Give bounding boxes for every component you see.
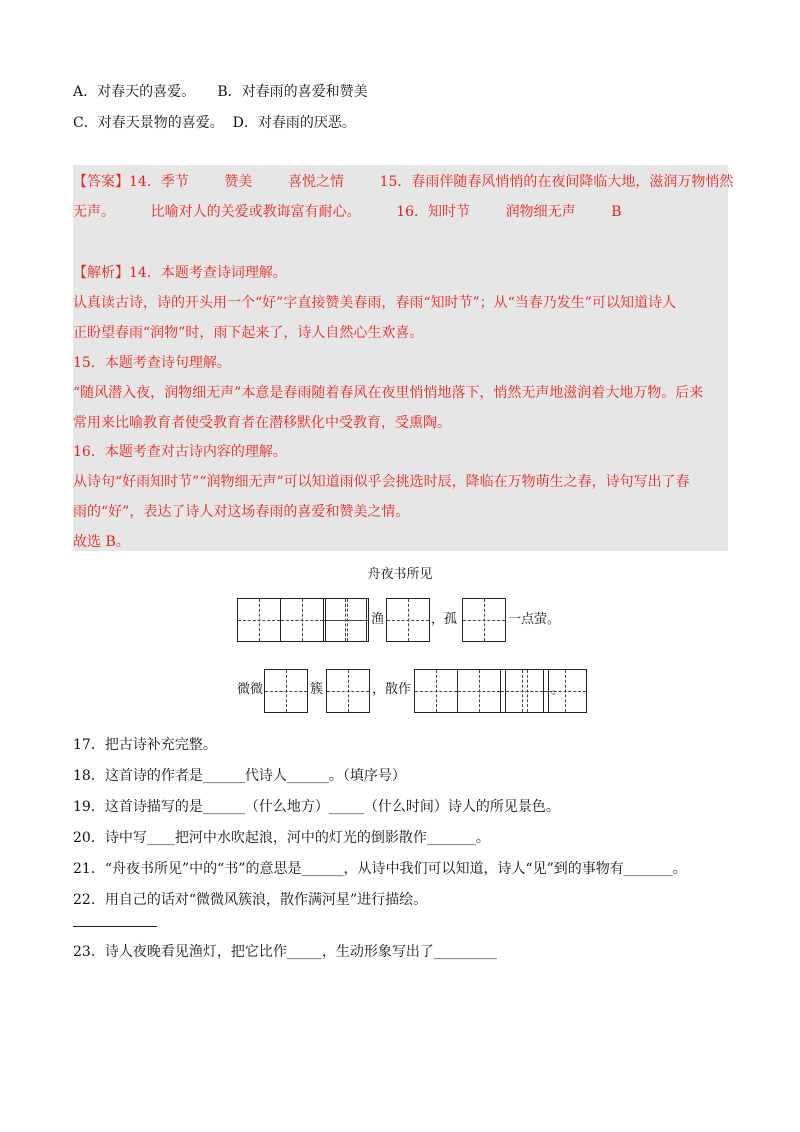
- char-box[interactable]: [237, 598, 281, 642]
- question-17: 17．把古诗补充完整。: [73, 737, 217, 753]
- poem-row2-text-2: 簇: [310, 682, 324, 697]
- analysis-line-1: [73, 262, 287, 284]
- analysis-line-4: 15．本题考查诗句理解。: [73, 355, 231, 371]
- poem-row2-grid-a: [264, 669, 307, 713]
- answer-line-1: [73, 171, 733, 193]
- answer-label: 【答案】: [73, 174, 129, 190]
- question-18: 18．这首诗的作者是______代诗人______。（填序号）: [73, 768, 406, 784]
- answer-line-2: 无声。 比喻对人的关爱或教诲富有耐心。 16．知时节 润物细无声 B: [73, 204, 622, 220]
- analysis-line-2: 认真读古诗，诗的开头用一个“好”字直接赞美春雨，春雨“知时节”；从“当春乃发生”可以知道诗人: [73, 295, 676, 311]
- analysis-label: 【解析】: [73, 265, 129, 281]
- question-23: 23．诗人夜晚看见渔灯，把它比作_____，生动形象写出了_________: [73, 944, 497, 960]
- question-21: 21．“舟夜书所见”中的“书”的意思是______，从诗中我们可以知道，诗人“见”到的事物有_______。: [73, 861, 687, 877]
- poem-row1-grid-b: [325, 598, 368, 642]
- analysis-line-5: “随风潜入夜，润物细无声”本意是春雨随着春风在夜里悄悄地落下，悄然无声地滋润着大地万物。后来: [73, 385, 704, 401]
- poem-row2-text-4: 。: [551, 682, 565, 697]
- poem-title: 舟夜书所见: [367, 567, 433, 582]
- char-box[interactable]: [325, 598, 369, 642]
- char-box[interactable]: [386, 598, 430, 642]
- char-box[interactable]: [543, 669, 587, 713]
- analysis-line-8: 从诗句“好雨知时节”“润物细无声”可以知道雨似乎会挑选时辰，降临在万物萌生之春，诗句写出了春: [73, 474, 690, 490]
- option-line-cd: C．对春天景物的喜爱。 D．对春雨的厌恶。: [73, 115, 356, 131]
- poem-row1-text-1: 渔: [371, 612, 385, 627]
- poem-row1-text-3: 一点萤。: [508, 612, 561, 627]
- char-box[interactable]: [457, 669, 501, 713]
- answer-text-1: 14．季节 赞美 喜悦之情 15．春雨伴随春风悄悄的在夜间降临大地，滋润万物悄然: [129, 174, 734, 190]
- char-box[interactable]: [264, 669, 308, 713]
- poem-row2-grid-d: [505, 669, 548, 713]
- poem-row1-grid-c: [386, 598, 429, 642]
- poem-row2-text-3: ，散作: [372, 682, 412, 697]
- option-line-ab: A．对春天的喜爱。 B．对春雨的喜爱和赞美: [73, 84, 368, 100]
- question-22: 22．用自己的话对“微微风簇浪，散作满河星”进行描绘。: [73, 892, 428, 908]
- char-box[interactable]: [414, 669, 458, 713]
- char-box[interactable]: [462, 598, 506, 642]
- poem-row2-grid-b: [326, 669, 369, 713]
- analysis-line-7: 16．本题考查对古诗内容的理解。: [73, 444, 287, 460]
- poem-row1-text-2: ，孤: [431, 612, 458, 627]
- char-box[interactable]: [326, 669, 370, 713]
- poem-row2-text-1: 微微: [237, 682, 264, 697]
- analysis-line-9: 雨的“好”，表达了诗人对这场春雨的喜爱和赞美之情。: [73, 504, 410, 520]
- analysis-line-6: 常用来比喻教育者使受教育者在潜移默化中受教育，受熏陶。: [73, 415, 451, 431]
- analysis-line-3: 正盼望春雨“润物”时，雨下起来了，诗人自然心生欢喜。: [73, 325, 424, 341]
- analysis-line-10: 故选 B。: [73, 534, 130, 550]
- answer-blank-line[interactable]: [73, 926, 157, 927]
- poem-row1-grid-d: [462, 598, 505, 642]
- char-box[interactable]: [280, 598, 324, 642]
- question-20: 20．诗中写____把河中水吹起浪，河中的灯光的倒影散作_______。: [73, 830, 490, 846]
- char-box[interactable]: [505, 669, 549, 713]
- question-19: 19．这首诗描写的是______（什么地方）_____（什么时间）诗人的所见景色。: [73, 799, 560, 815]
- analysis-text-1: 14．本题考查诗词理解。: [129, 265, 287, 281]
